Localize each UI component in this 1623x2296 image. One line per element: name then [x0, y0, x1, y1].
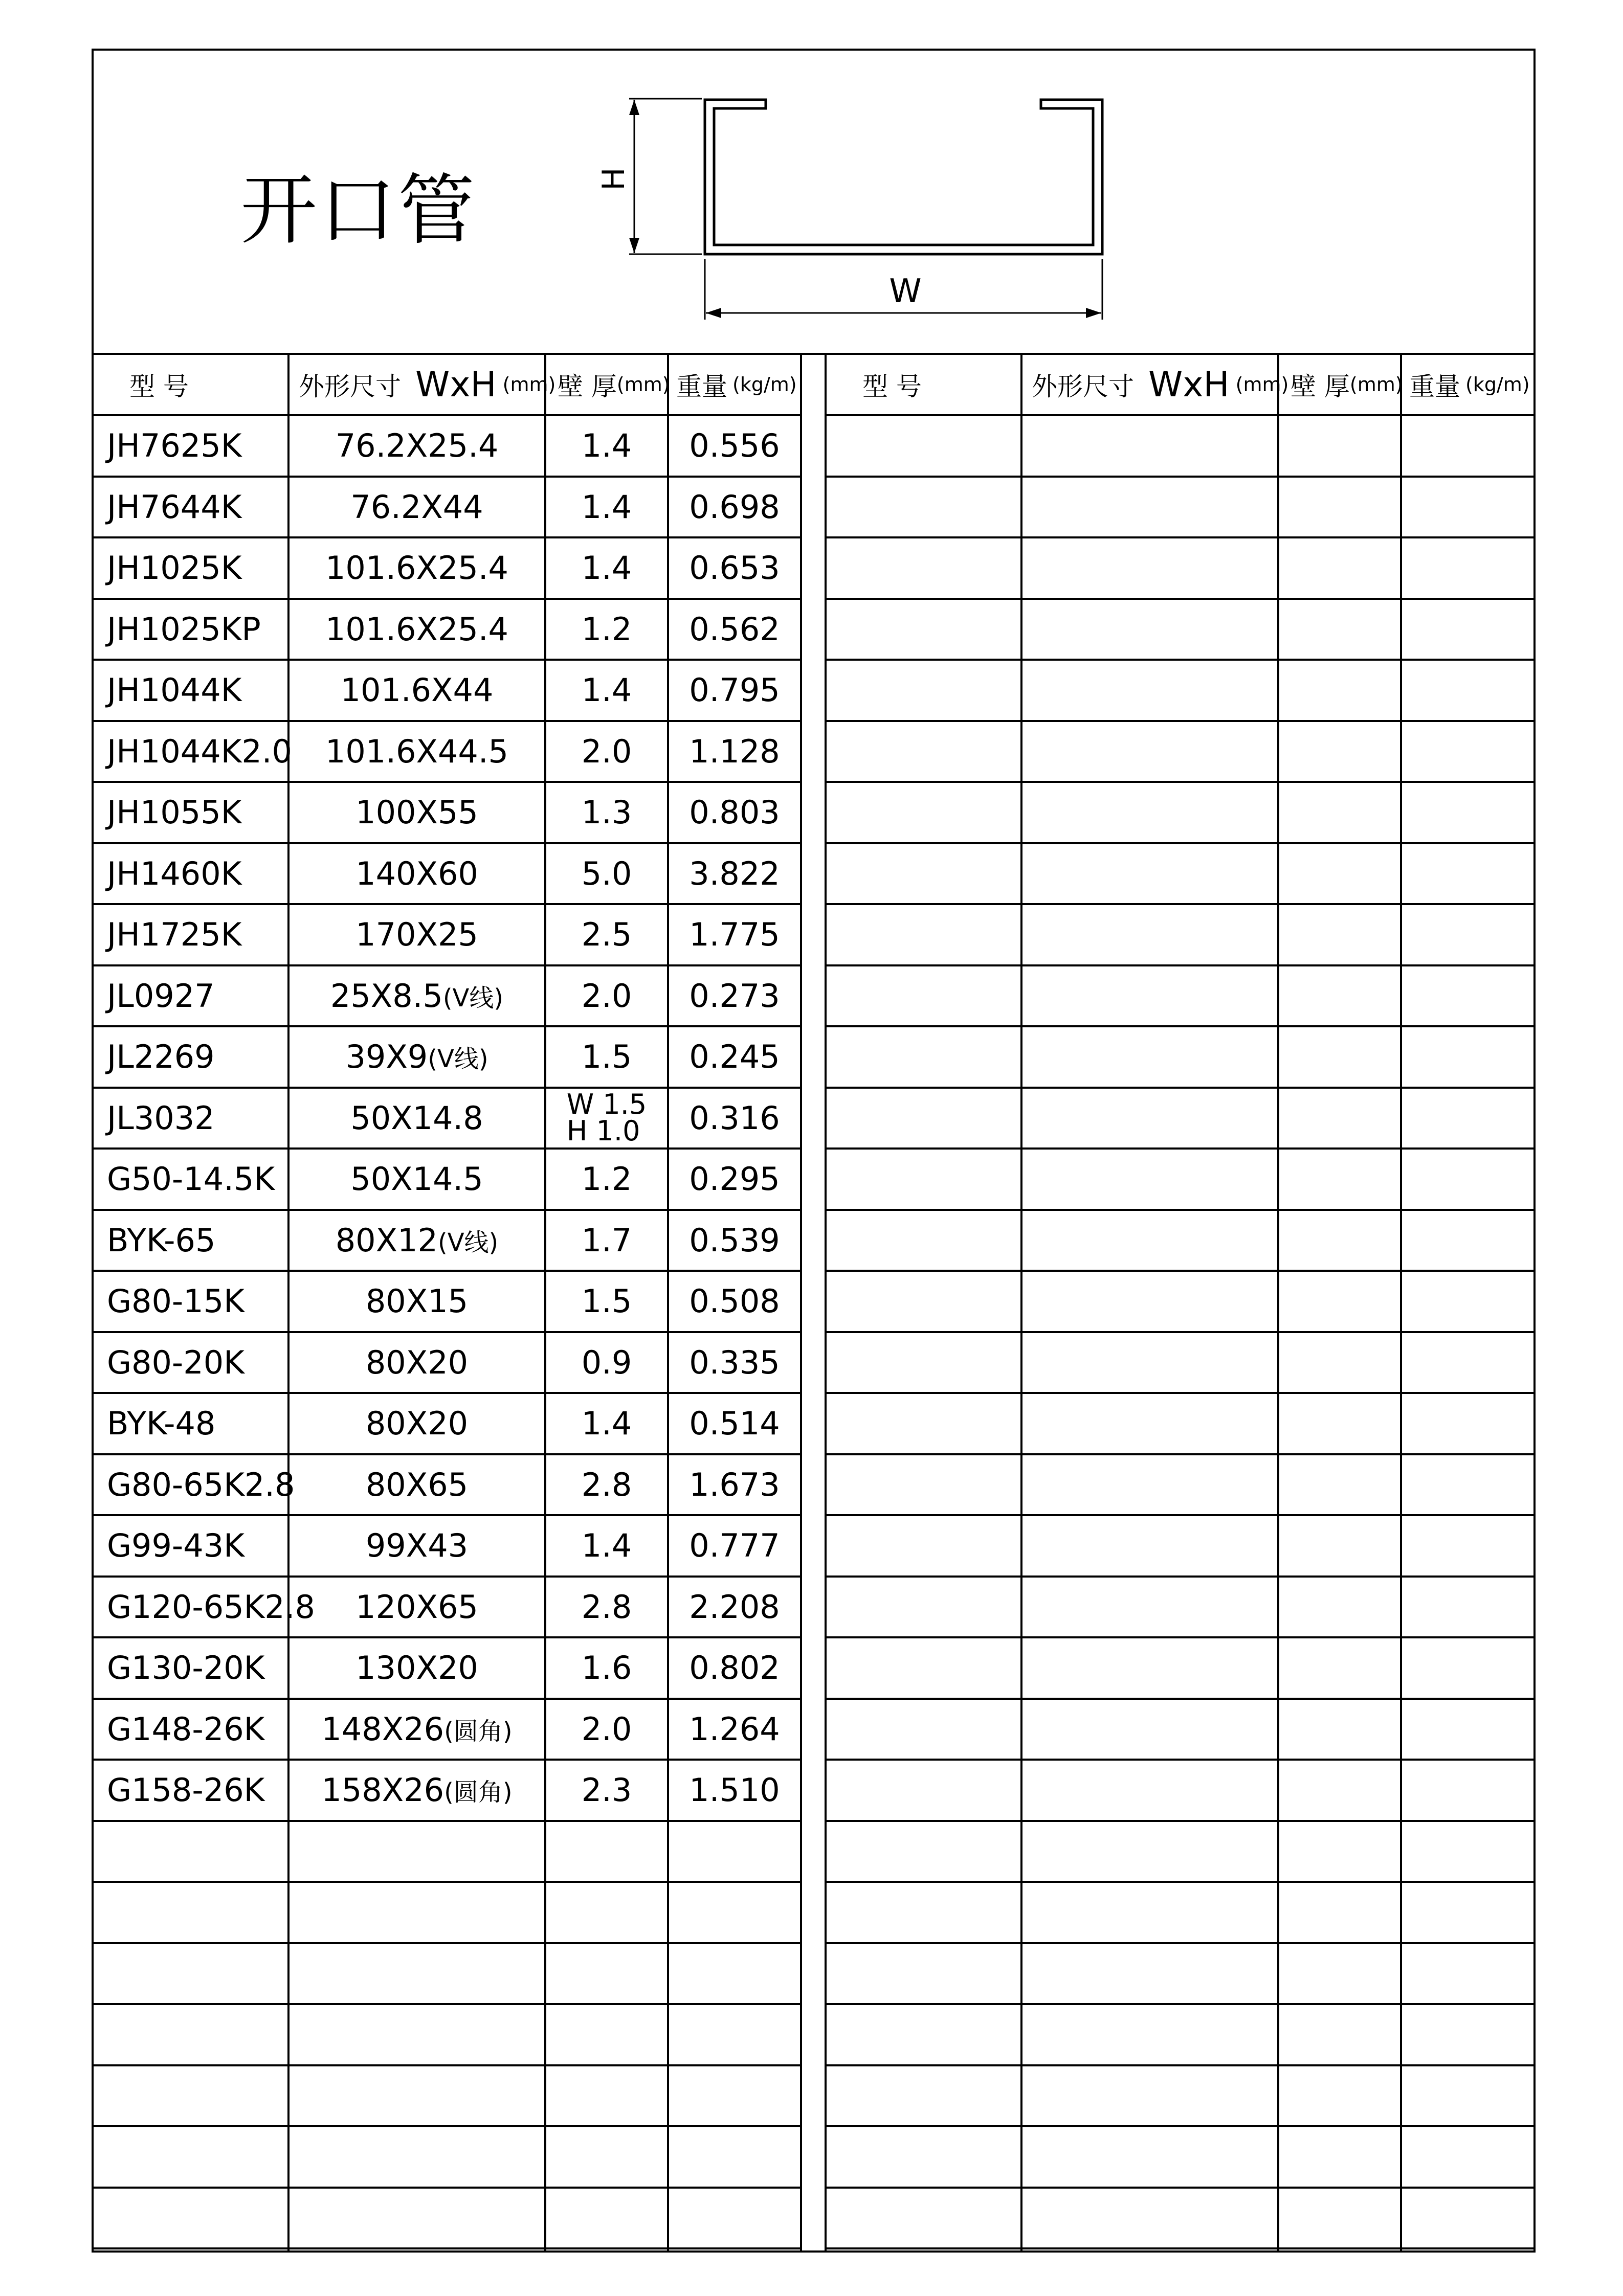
- cell-weight: 0.514: [689, 1405, 780, 1443]
- cell-weight: 0.698: [689, 488, 780, 526]
- cell-weight: 0.777: [689, 1527, 780, 1565]
- cell-model: G148-26K: [107, 1710, 265, 1748]
- cell-weight: 0.295: [689, 1160, 780, 1198]
- cell-wall: 2.3: [581, 1771, 632, 1809]
- cell-wall: 1.5: [581, 1038, 632, 1076]
- cell-weight: 0.245: [689, 1038, 780, 1076]
- cell-size: 80X15: [365, 1282, 469, 1320]
- cell-size: 80X20: [365, 1343, 469, 1381]
- cell-weight: 0.562: [689, 610, 780, 648]
- cell-weight: 0.802: [689, 1649, 780, 1687]
- cell-wall: 1.4: [581, 671, 632, 709]
- cell-wall: [545, 1088, 668, 1149]
- cell-weight: 0.273: [689, 977, 780, 1015]
- dimension-lines: [629, 99, 1102, 320]
- cell-weight: 1.673: [689, 1466, 780, 1503]
- cell-model: JH1460K: [107, 854, 242, 892]
- cell-size: 99X43: [365, 1527, 469, 1565]
- cell-weight: 1.510: [689, 1771, 780, 1809]
- header-model-right: 型 号: [862, 372, 922, 401]
- cell-wall: 1.3: [581, 794, 632, 831]
- cell-model: JH1725K: [107, 916, 242, 954]
- cell-wall: 1.5: [581, 1282, 632, 1320]
- cell-size: 76.2X44: [350, 488, 483, 526]
- cell-model: G80-65K2.8: [107, 1466, 295, 1503]
- cell-size: 50X14.5: [350, 1160, 483, 1198]
- cell-model: G50-14.5K: [107, 1160, 275, 1198]
- cell-size: 50X14.8: [350, 1099, 483, 1137]
- cell-size: 100X55: [355, 794, 478, 831]
- cell-wall: 2.0: [581, 732, 632, 770]
- cell-size: 39X9 (V线): [345, 1038, 488, 1076]
- header-wall-right: 壁 厚 (mm): [1291, 372, 1403, 401]
- cell-weight: 2.208: [689, 1588, 780, 1626]
- cell-model: JH1025KP: [107, 610, 261, 648]
- cell-model: BYK-65: [107, 1221, 216, 1259]
- cell-weight: 0.335: [689, 1343, 780, 1381]
- cell-size: 148X26 (圆角): [321, 1710, 513, 1748]
- cell-wall: 1.2: [581, 1160, 632, 1198]
- cell-wall: 0.9: [581, 1343, 632, 1381]
- cell-weight: 0.653: [689, 549, 780, 587]
- cell-wall: 1.4: [581, 427, 632, 465]
- header-weight: 重量 (kg/m): [676, 372, 797, 401]
- cell-model: G120-65K2.8: [107, 1588, 315, 1626]
- cell-model: JL3032: [107, 1099, 215, 1137]
- cell-weight: 0.508: [689, 1282, 780, 1320]
- cell-weight: 0.795: [689, 671, 780, 709]
- cell-model: JH1044K2.0: [107, 732, 292, 770]
- cell-model: G99-43K: [107, 1527, 244, 1565]
- cell-size: 80X65: [365, 1466, 469, 1503]
- cell-model: G130-20K: [107, 1649, 265, 1687]
- cell-wall: 1.6: [581, 1649, 632, 1687]
- channel-profile-diagram: [705, 100, 1102, 254]
- cell-size: 25X8.5 (V线): [330, 977, 504, 1015]
- header-size-right: 外形尺寸 WxH (mm): [1032, 364, 1289, 405]
- header-size: 外形尺寸 WxH (mm): [299, 364, 556, 405]
- wall-split: W 1.5 H 1.0: [566, 1088, 647, 1147]
- cell-size: 170X25: [355, 916, 478, 954]
- cell-size: 158X26 (圆角): [321, 1771, 513, 1809]
- cell-wall: 1.2: [581, 610, 632, 648]
- cell-model: JH1044K: [107, 671, 242, 709]
- header-model: 型 号: [129, 372, 189, 401]
- cell-wall: 2.8: [581, 1466, 632, 1503]
- cell-model: JL0927: [107, 977, 215, 1015]
- h-dimension-label: H: [596, 167, 632, 191]
- cell-wall: 2.0: [581, 1710, 632, 1748]
- header-weight-right: 重量 (kg/m): [1409, 372, 1530, 401]
- cell-size: 101.6X44: [340, 671, 494, 709]
- cell-weight: 3.822: [689, 854, 780, 892]
- cell-wall: 5.0: [581, 854, 632, 892]
- cell-wall: 2.5: [581, 916, 632, 954]
- cell-wall: 1.4: [581, 1405, 632, 1443]
- cell-model: G80-15K: [107, 1282, 244, 1320]
- cell-size: 76.2X25.4: [335, 427, 499, 465]
- cell-size: 140X60: [355, 854, 478, 892]
- cell-weight: 0.556: [689, 427, 780, 465]
- cell-model: JH7625K: [107, 427, 242, 465]
- cell-wall: 1.7: [581, 1221, 632, 1259]
- cell-wall: 1.4: [581, 488, 632, 526]
- cell-model: JH7644K: [107, 488, 242, 526]
- cell-model: JH1055K: [107, 794, 242, 831]
- cell-model: G158-26K: [107, 1771, 265, 1809]
- cell-size: 120X65: [355, 1588, 478, 1626]
- cell-weight: 0.539: [689, 1221, 780, 1259]
- cell-size: 80X20: [365, 1405, 469, 1443]
- cell-wall: 2.8: [581, 1588, 632, 1626]
- cell-wall: 2.0: [581, 977, 632, 1015]
- cell-size: 130X20: [355, 1649, 478, 1687]
- cell-weight: 1.775: [689, 916, 780, 954]
- cell-weight: 1.264: [689, 1710, 780, 1748]
- cell-wall: 1.4: [581, 549, 632, 587]
- cell-model: JL2269: [107, 1038, 215, 1076]
- w-dimension-label: W: [889, 273, 922, 310]
- cell-weight: 1.128: [689, 732, 780, 770]
- cell-model: JH1025K: [107, 549, 242, 587]
- cell-weight: 0.803: [689, 794, 780, 831]
- cell-size: 80X12 (V线): [335, 1221, 499, 1259]
- cell-model: G80-20K: [107, 1343, 244, 1381]
- cell-model: BYK-48: [107, 1405, 216, 1443]
- page-title: 开口管: [240, 166, 477, 255]
- cell-wall: 1.4: [581, 1527, 632, 1565]
- cell-size: 101.6X44.5: [325, 732, 508, 770]
- cell-size: 101.6X25.4: [325, 549, 508, 587]
- header-wall: 壁 厚 (mm): [558, 372, 670, 401]
- cell-weight: 0.316: [689, 1099, 780, 1137]
- cell-size: 101.6X25.4: [325, 610, 508, 648]
